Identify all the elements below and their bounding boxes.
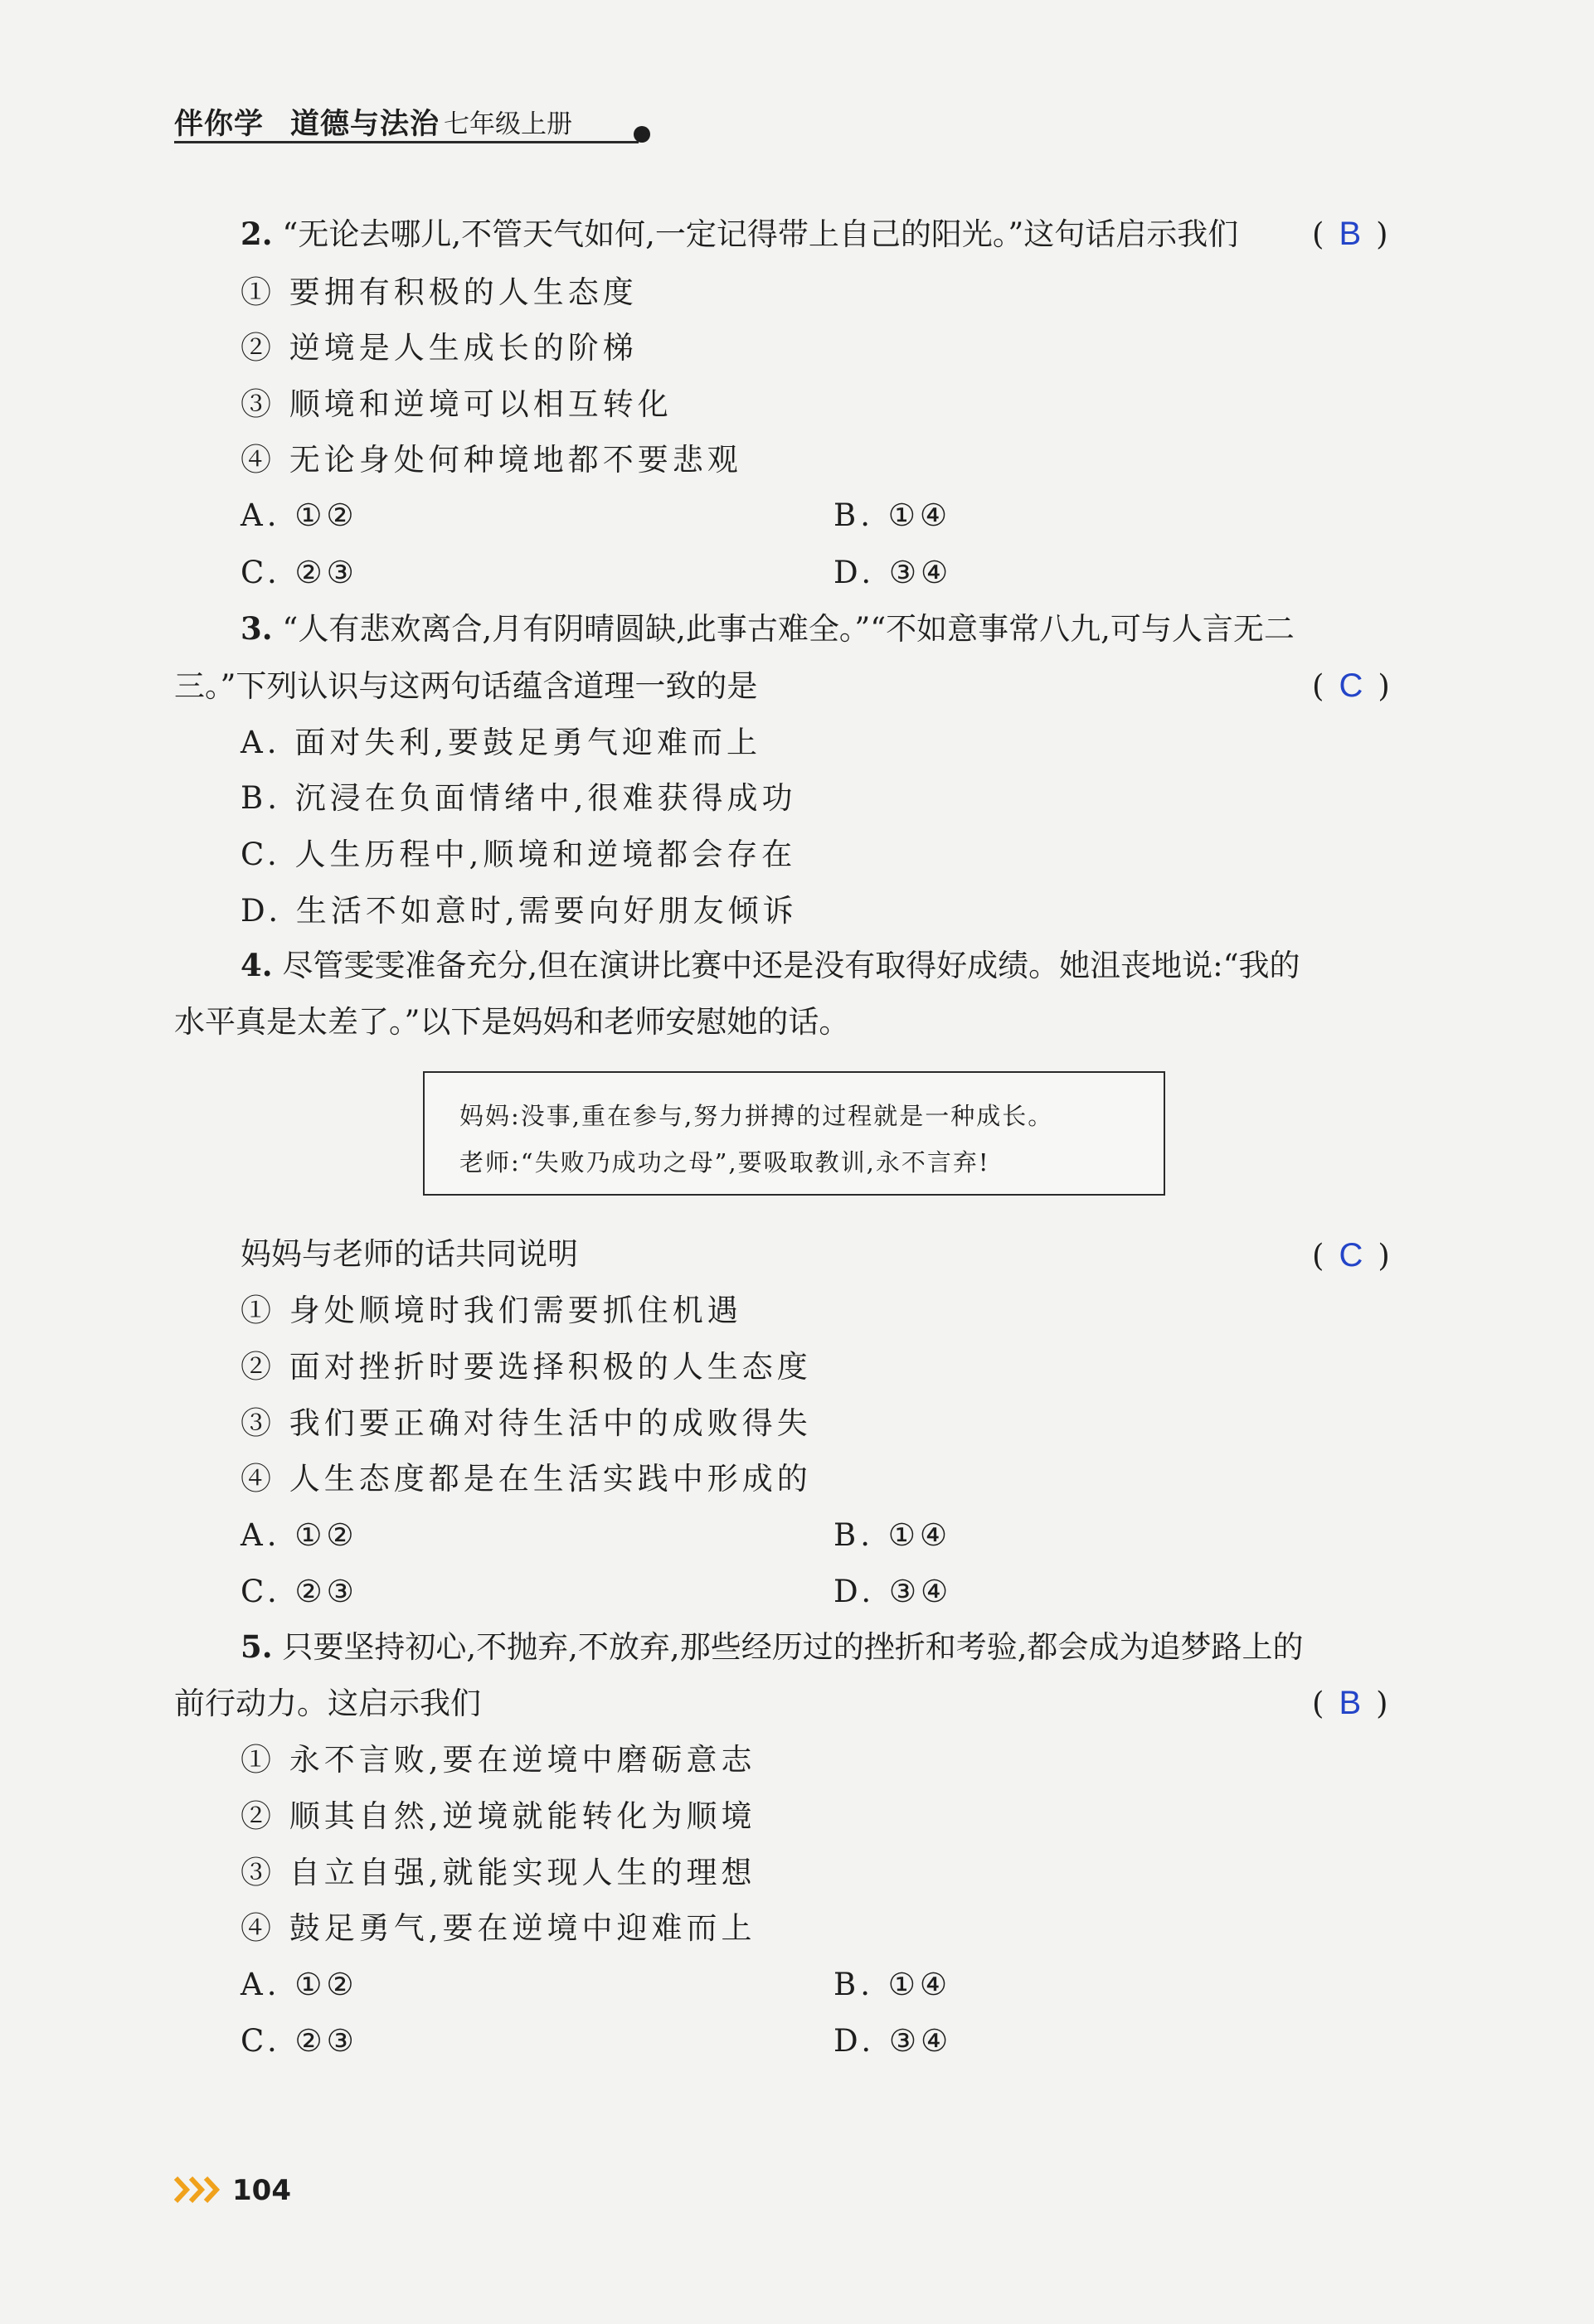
q5-option-a: A. ①②: [241, 1967, 358, 2002]
q2-item-1: ① 要拥有积极的人生态度: [241, 274, 638, 310]
q3-answer-bracket: ( C ): [1312, 667, 1390, 704]
q5-option-b: B. ①④: [833, 1967, 952, 2002]
page-header: [174, 98, 655, 148]
q3-option-a: A. 面对失利,要鼓足勇气迎难而上: [241, 725, 762, 760]
q5-item-3: ③ 自立自强,就能实现人生的理想: [241, 1855, 756, 1890]
q4-quote-teacher: 老师:“失败乃成功之母”,要吸取教训,永不言弃!: [459, 1148, 990, 1177]
q5-stem-line2: 前行动力。这启示我们: [174, 1686, 481, 1721]
q2-item-2: ② 逆境是人生成长的阶梯: [241, 330, 638, 366]
q2-option-d: D. ③④: [833, 555, 953, 590]
q3-option-c: C. 人生历程中,顺境和逆境都会存在: [241, 837, 797, 872]
q4-option-a: A. ①②: [241, 1517, 358, 1553]
q3-number: 3.: [241, 610, 273, 647]
q3-stem-line1: [241, 610, 1295, 647]
q4-number: 4.: [241, 947, 273, 983]
q4-quote-mother: 妈妈:没事,重在参与,努力拼搏的过程就是一种成长。: [459, 1102, 1054, 1130]
q5-option-c: C. ②③: [241, 2023, 358, 2059]
q4-stem-text1: 尽管雯雯准备充分,但在演讲比赛中还是没有取得好成绩。她沮丧地说:“我的: [282, 948, 1300, 983]
q5-stem-line1: [241, 1628, 1304, 1665]
q5-answer-bracket: ( B ): [1312, 1685, 1388, 1721]
q2-stem-text: “无论去哪儿,不管天气如何,一定记得带上自己的阳光。”这句话启示我们: [282, 216, 1239, 252]
q3-stem-line2: 三。”下列认识与这两句话蕴含道理一致的是: [174, 668, 758, 704]
q2-option-b: B. ①④: [833, 497, 952, 533]
q5-item-1: ① 永不言败,要在逆境中磨砺意志: [241, 1742, 756, 1778]
chevron-arrows-icon: [174, 2176, 224, 2204]
q3-option-d: D. 生活不如意时,需要向好朋友倾诉: [241, 893, 798, 929]
q4-option-c: C. ②③: [241, 1574, 358, 1609]
q4-item-1: ① 身处顺境时我们需要抓住机遇: [241, 1293, 742, 1328]
q5-number: 5.: [241, 1628, 273, 1665]
q4-answer-bracket: ( C ): [1312, 1237, 1390, 1274]
q4-item-2: ② 面对挫折时要选择积极的人生态度: [241, 1349, 812, 1385]
q5-stem-text1: 只要坚持初心,不抛弃,不放弃,那些经历过的挫折和考验,都会成为追梦路上的: [282, 1629, 1304, 1665]
q2-answer: B: [1339, 216, 1362, 252]
q4-stem-line3: 妈妈与老师的话共同说明: [241, 1236, 578, 1272]
q3-answer: C: [1339, 667, 1363, 704]
q2-option-c: C. ②③: [241, 555, 358, 590]
header-grade: 七年级上册: [444, 109, 572, 139]
q2-item-4: ④ 无论身处何种境地都不要悲观: [241, 442, 742, 478]
q2-answer-bracket: ( B ): [1312, 216, 1388, 252]
page-number: 104: [232, 2174, 291, 2207]
q4-option-b: B. ①④: [833, 1517, 952, 1553]
q4-stem-line1: [241, 947, 1300, 983]
header-rule: [174, 141, 639, 143]
q4-item-4: ④ 人生态度都是在生活实践中形成的: [241, 1461, 812, 1497]
q5-answer: B: [1339, 1685, 1362, 1721]
q2-stem: [241, 216, 1239, 252]
bullet-dot-icon: [634, 126, 650, 143]
header-brand: 伴你学: [174, 108, 265, 141]
q5-item-2: ② 顺其自然,逆境就能转化为顺境: [241, 1798, 756, 1834]
q3-option-b: B. 沉浸在负面情绪中,很难获得成功: [241, 780, 797, 816]
q4-quote-box: [423, 1071, 1165, 1196]
q5-item-4: ④ 鼓足勇气,要在逆境中迎难而上: [241, 1910, 756, 1946]
q2-item-3: ③ 顺境和逆境可以相互转化: [241, 386, 673, 422]
q5-option-d: D. ③④: [833, 2023, 953, 2059]
q4-stem-line2: 水平真是太差了。”以下是妈妈和老师安慰她的话。: [174, 1004, 850, 1040]
q3-stem-text1: “人有悲欢离合,月有阴晴圆缺,此事古难全。”“不如意事常八九,可与人言无二: [282, 611, 1295, 647]
q4-item-3: ③ 我们要正确对待生活中的成败得失: [241, 1405, 812, 1441]
q4-option-d: D. ③④: [833, 1574, 953, 1609]
q2-option-a: A. ①②: [241, 497, 358, 533]
header-subject: 道德与法治: [290, 108, 440, 141]
q4-answer: C: [1339, 1237, 1363, 1274]
q2-number: 2.: [241, 216, 273, 252]
